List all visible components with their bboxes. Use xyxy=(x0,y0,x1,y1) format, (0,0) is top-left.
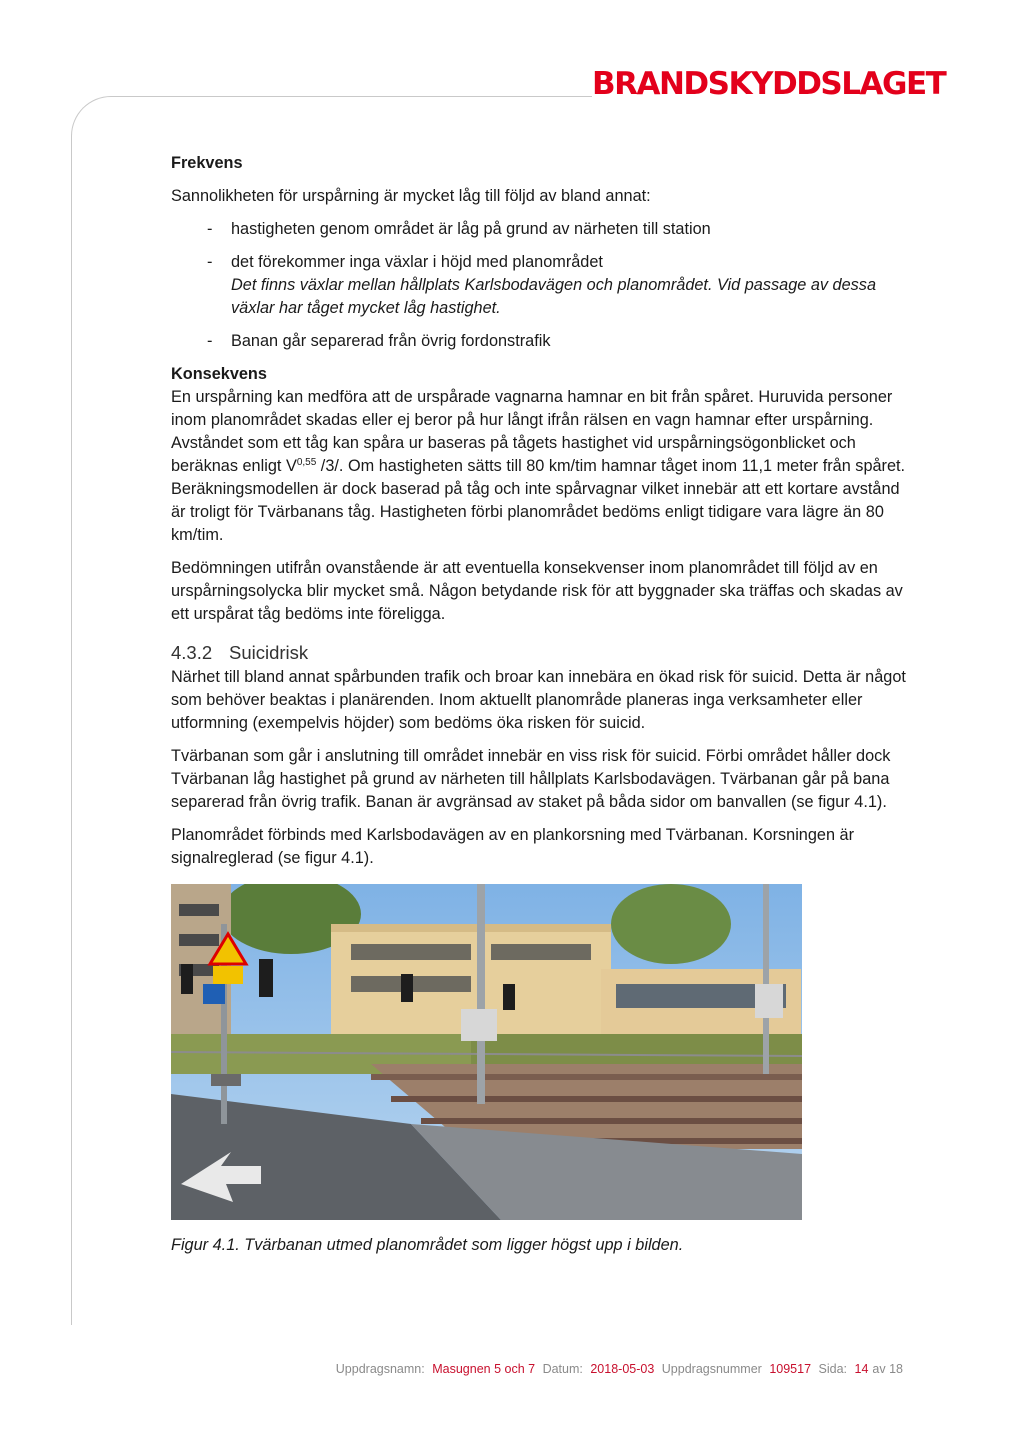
heading-konsekvens: Konsekvens xyxy=(171,365,267,383)
konsekvens-paragraph: En urspårning kan medföra att de urspårade vagnarna hamnar en bit från spåret. Huruvida personer inom planområdet skadas eller ej beror på hur långt ifrån rälsen en vagn hamnar efter urspårning. Avståndet som ett tåg kan spåra ur baseras på tågets hastighet vid urspårningsögonblicket och beräknas enligt V$^{0,55}$ /3/. Om hastigheten sätts till 80 km/tim hamnar tåget inom 11,1 meter från spåret. Beräkningsmodellen är dock baserad på tåg och inte spårvagnar vilket innebär att ett kortare avstånd är troligt för Tvärbanans tåg. Hastigheten förbi planområdet bedöms enligt tidigare vara lägre än 80 km/tim. xyxy=(171,388,906,544)
konsekvens-assessment: Bedömningen utifrån ovanstående är att eventuella konsekvenser inom planområdet till följd av en urspårningsolycka blir mycket små. Någon betydande risk för att byggnader ska träffas och skadas av ett urspårat tåg bedöms inte föreligga. xyxy=(171,559,903,623)
bullet-dash: - xyxy=(207,253,213,271)
suicid-paragraph: Tvärbanan som går i anslutning till området innebär en viss risk för suicid. Förbi området håller dock Tvärbanan låg hastighet på grund av närheten till hållplats Karlsbodavägen. Tvärbanan går på bana separerad från övrig trafik. Banan är avgränsad av staket på båda sidor om banvallen (se figur 4.1). xyxy=(171,747,891,811)
document-body xyxy=(171,152,907,1257)
exponent: 0,55 xyxy=(296,457,317,468)
page-footer: Uppdragsnamn: Masugnen 5 och 7 Datum: 2018-05-03 Uppdragsnummer 109517 Sida: 14 av 18 xyxy=(335,1362,903,1376)
bullet-note: Det finns växlar mellan hållplats Karlsbodavägen och planområdet. Vid passage av dessa växlar har tåget mycket låg hastighet. xyxy=(231,276,877,317)
heading-frekvens: Frekvens xyxy=(171,154,243,172)
figure-photo xyxy=(171,884,802,1220)
bullet-text: det förekommer inga växlar i höjd med planområdet xyxy=(231,253,603,271)
document-date: 2018-05-03 xyxy=(590,1362,655,1376)
list-item xyxy=(171,330,907,353)
section-heading-suicidrisk xyxy=(171,642,907,664)
section-number: 4.3.2 xyxy=(171,642,213,663)
list-item xyxy=(171,251,907,320)
section-title: Suicidrisk xyxy=(229,642,309,663)
frekvens-intro: Sannolikheten för urspårning är mycket låg till följd av bland annat: xyxy=(171,187,651,205)
bullet-text: hastigheten genom området är låg på grund av närheten till station xyxy=(231,220,711,238)
brand-logo: BRANDSKYDDSLAGET xyxy=(592,66,946,102)
bullet-dash: - xyxy=(207,332,213,350)
page-number: 14 xyxy=(854,1362,869,1376)
bullet-text: Banan går separerad från övrig fordonstrafik xyxy=(231,332,551,350)
project-name: Masugnen 5 och 7 xyxy=(432,1362,536,1376)
project-number: 109517 xyxy=(769,1362,812,1376)
page-total: av 18 xyxy=(872,1362,903,1376)
bullet-dash: - xyxy=(207,220,213,238)
suicid-paragraph: Närhet till bland annat spårbunden trafik och broar kan innebära en ökad risk för suicid. Detta är något som behöver beaktas i planärenden. Inom aktuellt planområde planeras inga verksamheter eller utformning (exempelvis höjder) som bedöms öka risken för suicid. xyxy=(171,668,906,732)
suicid-paragraph: Planområdet förbinds med Karlsbodavägen av en plankorsning med Tvärbanan. Korsningen är signalreglerad (se figur 4.1). xyxy=(171,826,855,867)
list-item xyxy=(171,218,907,241)
figure-caption: Figur 4.1. Tvärbanan utmed planområdet som ligger högst upp i bilden. xyxy=(171,1236,684,1254)
